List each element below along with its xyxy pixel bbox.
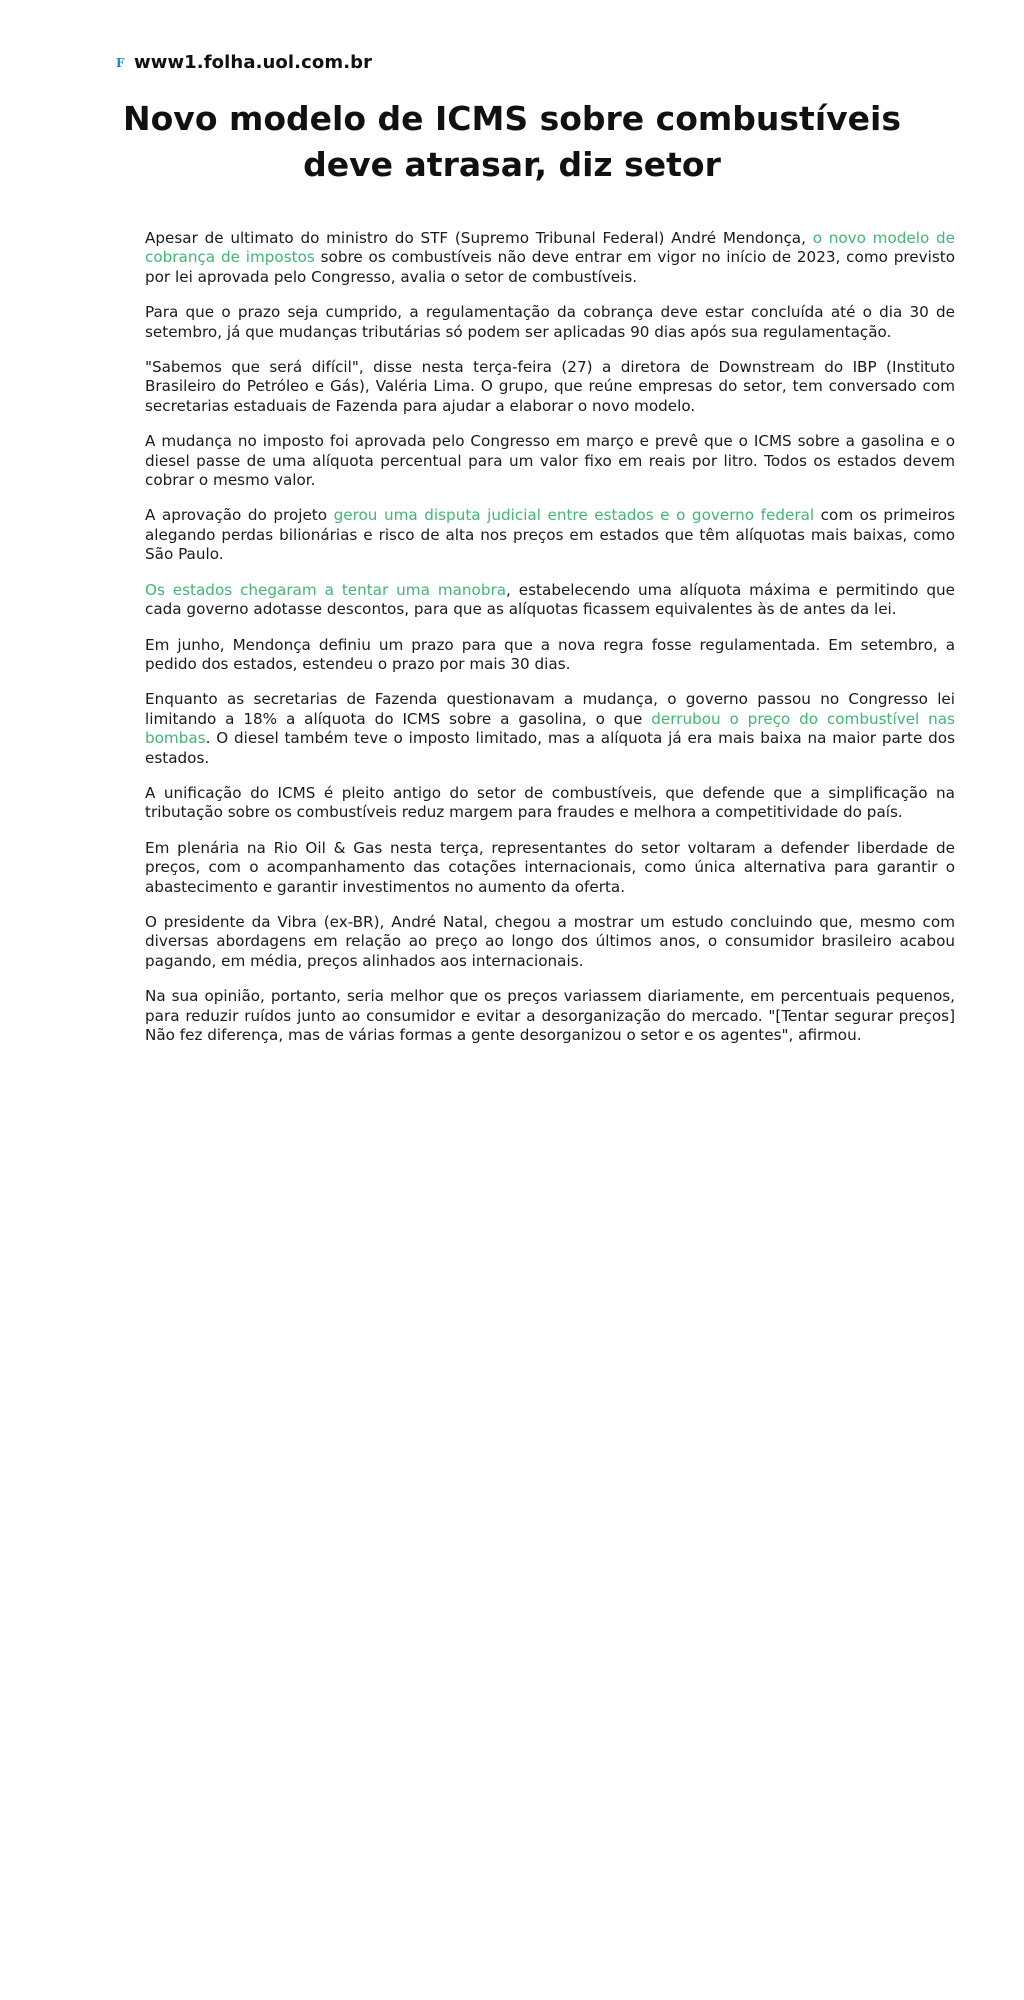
article-link[interactable]: derrubou o preço do combustível nas bombas (145, 709, 955, 748)
article-paragraph: Enquanto as secretarias de Fazenda questionavam a mudança, o governo passou no Congresso lei limitando a 18% a alíquota do ICMS sobre a gasolina, o que derrubou o preço do combustível nas bombas. O diesel também teve o imposto limitado, mas a alíquota já era mais baixa na maior parte dos estados. (145, 690, 955, 767)
article-paragraph: Os estados chegaram a tentar uma manobra, estabelecendo uma alíquota máxima e permitindo que cada governo adotasse descontos, para que as alíquotas ficassem equivalentes às de antes da lei. (145, 580, 955, 619)
article-title: Novo modelo de ICMS sobre combustíveis deve atrasar, diz setor (123, 99, 901, 184)
folha-logo-icon: F (116, 55, 125, 70)
source-bar (116, 52, 372, 73)
article-paragraph: "Sabemos que será difícil", disse nesta terça-feira (27) a diretora de Downstream do IBP (Instituto Brasileiro do Petróleo e Gás), Valéria Lima. O grupo, que reúne empresas do setor, tem conversado com secretarias estaduais de Fazenda para ajudar a elaborar o novo modelo. (145, 358, 955, 415)
article-paragraph: A aprovação do projeto gerou uma disputa judicial entre estados e o governo federal com os primeiros alegando perdas bilionárias e risco de alta nos preços em estados que têm alíquotas mais baixas, como São Paulo. (145, 506, 956, 564)
article-paragraph: O presidente da Vibra (ex-BR), André Natal, chegou a mostrar um estudo concluindo que, mesmo com diversas abordagens em relação ao preço ao longo dos últimos anos, o consumidor brasileiro acabou pagando, em média, preços alinhados aos internacionais. (145, 912, 955, 970)
article-link[interactable]: gerou uma disputa judicial entre estados e o governo federal (333, 506, 815, 525)
article-body (145, 229, 955, 1061)
article-paragraph: Para que o prazo seja cumprido, a regulamentação da cobrança deve estar concluída até o dia 30 de setembro, já que mudanças tributárias só podem ser aplicadas 90 dias após sua regulamentação. (145, 303, 955, 341)
article-paragraph: Apesar de ultimato do ministro do STF (Supremo Tribunal Federal) André Mendonça, o novo modelo de cobrança de impostos sobre os combustíveis não deve entrar em vigor no início de 2023, como previsto por lei aprovada pelo Congresso, avalia o setor de combustíveis. (145, 229, 955, 286)
site-domain: www1.folha.uol.com.br (134, 52, 373, 73)
article-link[interactable]: o novo modelo de cobrança de impostos (145, 229, 955, 267)
article-paragraph: A mudança no imposto foi aprovada pelo Congresso em março e prevê que o ICMS sobre a gasolina e o diesel passe de uma alíquota percentual para um valor fixo em reais por litro. Todos os estados devem cobrar o mesmo valor. (145, 432, 955, 490)
article-paragraph: Em junho, Mendonça definiu um prazo para que a nova regra fosse regulamentada. Em setembro, a pedido dos estados, estendeu o prazo por mais 30 dias. (145, 635, 955, 673)
article-paragraph: Na sua opinião, portanto, seria melhor que os preços variassem diariamente, em percentuais pequenos, para reduzir ruídos junto ao consumidor e evitar a desorganização do mercado. "[Tentar segurar preços] Não fez diferença, mas de várias formas a gente desorganizou o setor e os agentes", afirmou. (145, 987, 955, 1044)
article-link[interactable]: Os estados chegaram a tentar uma manobra (145, 580, 507, 599)
article-paragraph: A unificação do ICMS é pleito antigo do setor de combustíveis, que defende que a simplificação na tributação sobre os combustíveis reduz margem para fraudes e melhora a competitividade do país. (145, 783, 955, 822)
article-paragraph: Em plenária na Rio Oil & Gas nesta terça, representantes do setor voltaram a defender liberdade de preços, com o acompanhamento das cotações internacionais, como única alternativa para garantir o abastecimento e garantir investimentos no aumento da oferta. (145, 838, 955, 896)
